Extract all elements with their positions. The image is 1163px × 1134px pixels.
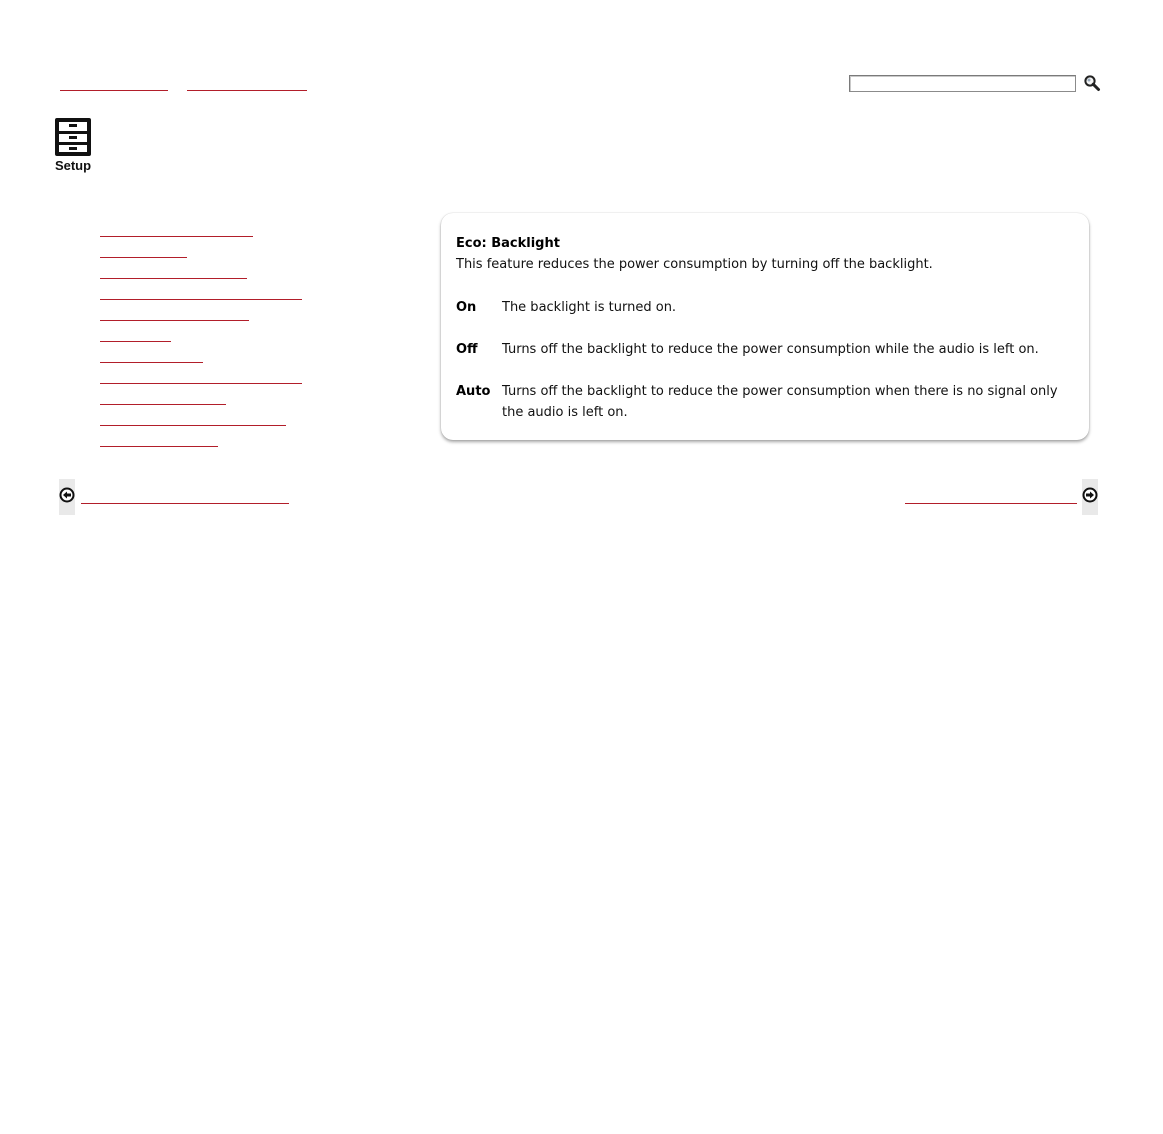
option-term-auto: Auto (456, 384, 491, 399)
option-term-on: On (456, 300, 477, 315)
option-desc-on: The backlight is turned on. (502, 300, 677, 315)
sidebar-item-11[interactable] (100, 432, 218, 447)
search-icon[interactable] (1083, 74, 1101, 92)
feature-description: This feature reduces the power consumption by turning off the backlight. (456, 257, 933, 272)
arrow-right-icon[interactable] (1082, 487, 1098, 503)
next-page-link[interactable] (905, 489, 1077, 504)
sidebar-item-10[interactable] (100, 411, 286, 426)
sidebar-item-4[interactable] (100, 285, 302, 300)
sidebar-item-6[interactable] (100, 327, 171, 342)
section-label: Setup (54, 158, 92, 173)
arrow-left-icon[interactable] (59, 487, 75, 503)
sidebar-item-1[interactable] (100, 222, 253, 237)
sidebar-item-9[interactable] (100, 390, 226, 405)
option-desc-off: Turns off the backlight to reduce the power consumption while the audio is left on. (502, 342, 1039, 357)
prev-page-link[interactable] (81, 489, 289, 504)
sidebar-item-3[interactable] (100, 264, 247, 279)
sidebar-item-7[interactable] (100, 348, 203, 363)
sidebar-item-5[interactable] (100, 306, 249, 321)
search-input[interactable] (849, 75, 1076, 92)
breadcrumb-link-2[interactable] (187, 76, 307, 91)
sidebar-item-2[interactable] (100, 243, 187, 258)
option-term-off: Off (456, 342, 478, 357)
option-desc-auto: Turns off the backlight to reduce the power consumption when there is no signal only the audio is left on. (502, 384, 1058, 420)
sidebar-item-8[interactable] (100, 369, 302, 384)
page-title: Eco: Backlight (456, 236, 560, 251)
breadcrumb-link-1[interactable] (60, 76, 168, 91)
